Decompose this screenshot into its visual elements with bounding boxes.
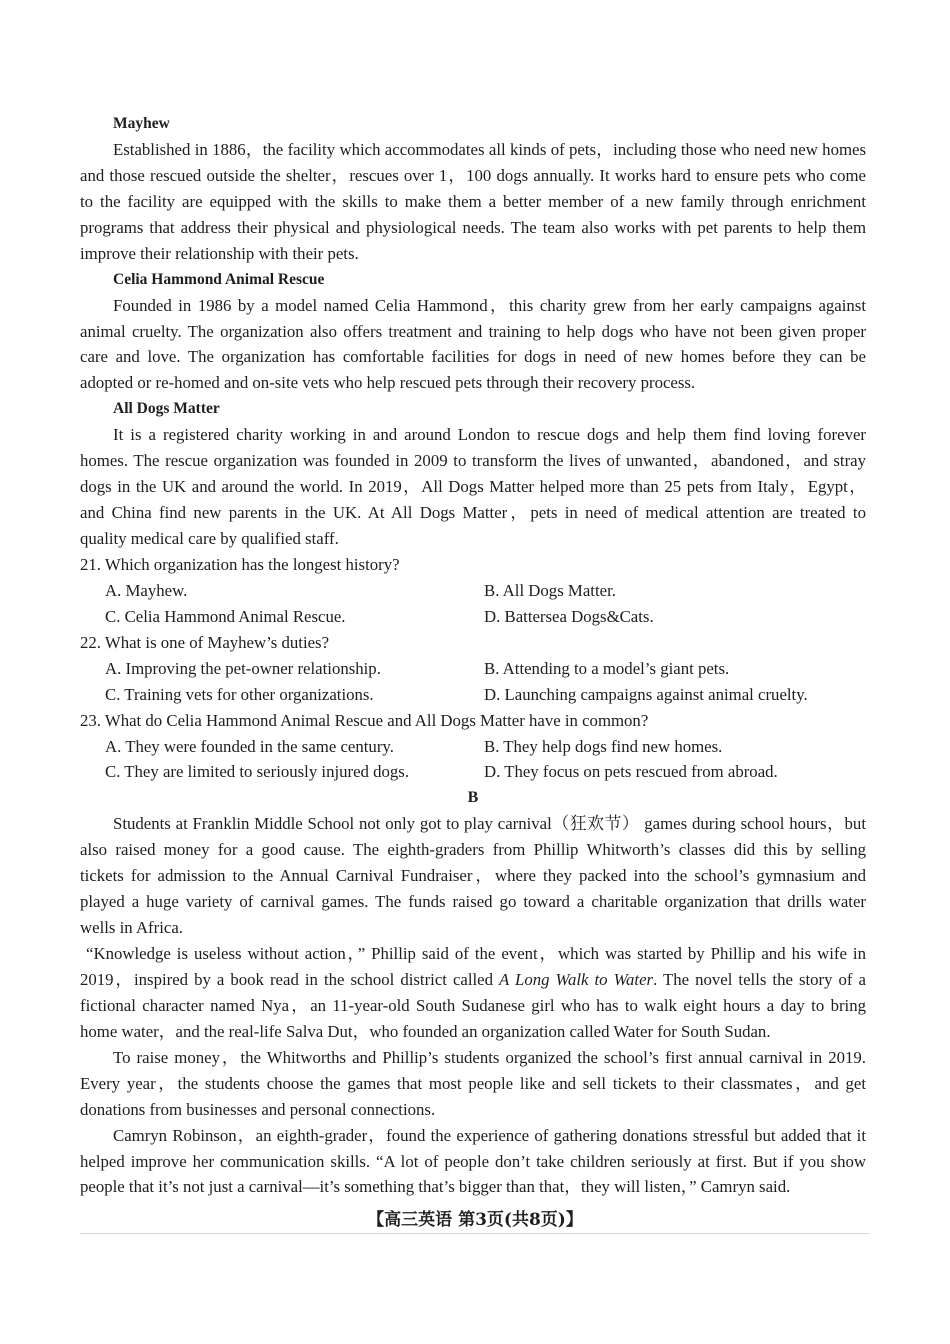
text-line: homes. The rescue organization was founded in 2009 to transform the lives of unwanted，abandoned，and stray <box>80 451 866 471</box>
passage-a <box>80 111 866 552</box>
option-d: D. Launching campaigns against animal cruelty. <box>484 684 808 704</box>
paragraph <box>80 137 866 267</box>
text-line: animal cruelty. The organization also offers treatment and training to help dogs who have not been given proper <box>80 321 866 341</box>
question-stem: 23. What do Celia Hammond Animal Rescue and All Dogs Matter have in common? <box>80 710 649 730</box>
paragraph <box>80 1045 866 1123</box>
text-line: also raised money for a good cause. The eighth-graders from Phillip Whitworth’s classes did this by selling <box>80 840 866 860</box>
text-line: people that it’s not just a carnival—it’s something that’s bigger than that，they will listen，” Camryn said. <box>80 1177 791 1197</box>
paragraph <box>80 422 866 552</box>
text-line: Every year，the students choose the games that most people like and sell tickets to their classmates，and get <box>80 1073 866 1093</box>
text-line: helped improve her communication skills. “A lot of people don’t take children seriously at first. But if you show <box>80 1151 866 1171</box>
section-heading-all-dogs-matter: All Dogs Matter <box>113 400 220 418</box>
passage-label: B <box>467 789 479 807</box>
section-heading-mayhew: Mayhew <box>113 115 170 132</box>
option-b: B. All Dogs Matter. <box>484 580 616 600</box>
option-row <box>80 759 866 785</box>
text-line-with-title <box>80 967 866 993</box>
option-row <box>80 656 866 682</box>
book-title: A Long Walk to Water <box>499 969 654 989</box>
text-line: programs that address their physical and physiological needs. The team also works with pet parents to help them <box>80 217 866 237</box>
text-line: care and love. The organization has comfortable facilities for dogs in need of new homes before they can be <box>80 347 866 367</box>
text-line: “Knowledge is useless without action，” Phillip said of the event，which was started by Phillip and his wife in <box>86 944 866 963</box>
text-segment: 2019，inspired by a book read in the school district called <box>80 969 500 989</box>
text-line: donations from businesses and personal connections. <box>80 1099 436 1119</box>
option-row <box>80 734 866 760</box>
text-line: To raise money，the Whitworths and Phillip’s students organized the school’s first annual carnival in 2019. <box>113 1047 866 1067</box>
text-line: Students at Franklin Middle School not only got to play carnival（狂欢节） games during school hours，but <box>113 814 866 834</box>
text-line: It is a registered charity working in and around London to rescue dogs and help them find loving forever <box>113 425 866 445</box>
text-line: Established in 1886，the facility which accommodates all kinds of pets，including those who need new homes <box>113 139 866 159</box>
option-row <box>80 682 866 708</box>
question-21 <box>80 552 866 630</box>
text-line: home water，and the real-life Salva Dut，who founded an organization called Water for South Sudan. <box>80 1021 771 1041</box>
page-footer: 【高三英语 第3页(共8页)】 <box>367 1210 583 1230</box>
option-row <box>80 604 866 630</box>
text-line: adopted or re-homed and on-site vets who help rescued pets through their recovery process. <box>80 373 696 393</box>
option-a: A. Mayhew. <box>105 580 188 600</box>
option-c: C. Training vets for other organizations. <box>105 684 374 704</box>
text-line: Founded in 1986 by a model named Celia Hammond，this charity grew from her early campaigns against <box>113 295 866 315</box>
option-d: D. They focus on pets rescued from abroad. <box>484 762 778 782</box>
option-a: A. Improving the pet-owner relationship. <box>105 658 381 678</box>
question-23 <box>80 708 866 786</box>
text-line: to the facility are equipped with the skills to make them a better member of a new family through enrichment <box>80 191 866 211</box>
question-stem: 21. Which organization has the longest history? <box>80 554 400 574</box>
text-line: played a huge variety of carnival games. The funds raised go toward a charitable organization that drills water <box>80 892 866 912</box>
text-line: dogs in the UK and around the world. In 2019，All Dogs Matter helped more than 25 pets from Italy，Egypt， <box>80 477 866 497</box>
text-line: fictional character named Nya，an 11-year-old South Sudanese girl who has to walk eight hours a day to bring <box>80 995 866 1015</box>
paragraph <box>80 811 866 941</box>
question-22 <box>80 630 866 708</box>
text-line: quality medical care by qualified staff. <box>80 529 339 548</box>
paragraph <box>80 293 866 397</box>
option-b: B. They help dogs find new homes. <box>484 736 723 756</box>
option-d: D. Battersea Dogs&Cats. <box>484 606 654 626</box>
option-row <box>80 578 866 604</box>
text-line: improve their relationship with their pets. <box>80 243 359 263</box>
option-b: B. Attending to a model’s giant pets. <box>484 658 730 678</box>
question-stem: 22. What is one of Mayhew’s duties? <box>80 632 330 652</box>
text-line: and those rescued outside the shelter，rescues over 1，100 dogs annually. It works hard to ensure pets who come <box>80 165 866 185</box>
questions <box>80 552 866 785</box>
text-segment: . The novel tells the story of a <box>653 969 866 989</box>
text-line: Camryn Robinson，an eighth-grader，found the experience of gathering donations stressful but added that it <box>113 1125 866 1145</box>
paragraph <box>80 941 866 1045</box>
option-a: A. They were founded in the same century. <box>105 736 394 756</box>
paragraph <box>80 1123 866 1201</box>
option-c: C. They are limited to seriously injured dogs. <box>105 762 410 782</box>
exam-content <box>80 111 866 1200</box>
option-c: C. Celia Hammond Animal Rescue. <box>105 606 346 626</box>
passage-b <box>80 785 866 1200</box>
text-line: and China find new parents in the UK. At All Dogs Matter，pets in need of medical attention are treated to <box>80 503 866 523</box>
text-line: wells in Africa. <box>80 918 183 938</box>
section-heading-celia-hammond: Celia Hammond Animal Rescue <box>113 270 325 288</box>
footer-divider <box>80 1233 870 1234</box>
text-line: tickets for admission to the Annual Carnival Fundraiser，where they packed into the school’s gymnasium and <box>80 866 866 886</box>
